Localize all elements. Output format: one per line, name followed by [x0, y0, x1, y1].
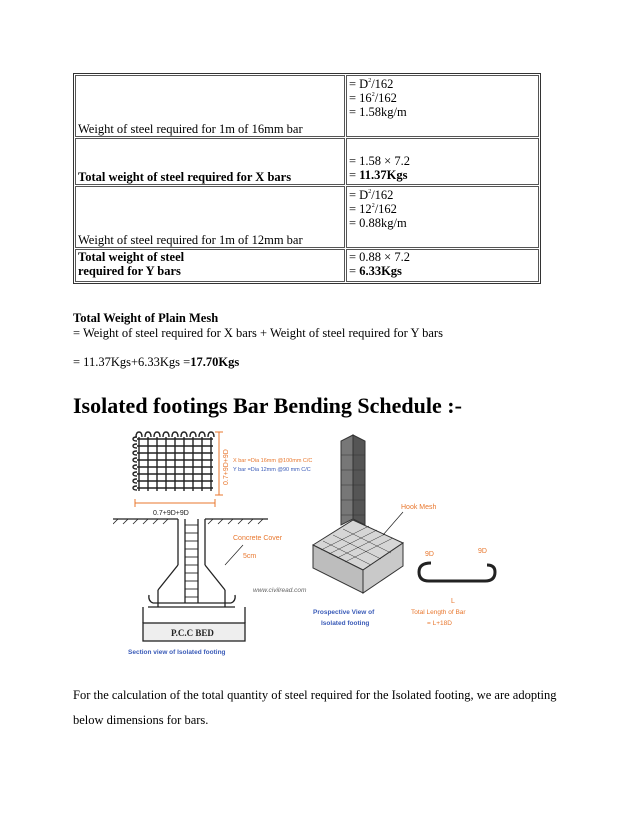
row-calc [346, 186, 539, 248]
calc-line: = 0.88 × 7.2 [349, 250, 410, 264]
mesh-plan [133, 432, 214, 491]
row-calc [346, 249, 539, 282]
hook-bar-icon [419, 563, 495, 581]
calc-line: = $16^2/162$ [349, 91, 397, 105]
calc-line: = 6.33Kgs [349, 264, 402, 278]
concrete-cover-label: Concrete Cover [233, 535, 283, 542]
perspective-caption-1: Prospective View of [313, 609, 375, 616]
calc-line: = $D^2/162$ [349, 77, 394, 91]
row-label: Total weight of steel required for X bars [75, 138, 345, 185]
section-caption: Section view of Isolated footing [128, 649, 226, 656]
row-label: Total weight of steel required for Y bars [75, 249, 345, 282]
note-paragraph: For the calculation of the total quantity of steel required for the Isolated footing, we are adopting below dimensions for bars. [73, 688, 557, 727]
hook-mesh-label: Hook Mesh [401, 504, 437, 511]
table-row [75, 249, 539, 282]
hook-9d-right: 9D [478, 548, 487, 555]
row-calc [346, 75, 539, 137]
mesh-dim-bottom: 0.7+9D+9D [153, 510, 189, 517]
perspective-caption-2: Isolated footing [321, 620, 370, 627]
y-bar-label: Y bar =Dia 12mm @90 mm C/C [233, 467, 311, 473]
table-row [75, 138, 539, 185]
steel-weight-table [73, 73, 541, 284]
table-row [75, 75, 539, 137]
plain-mesh-heading: Total Weight of Plain Mesh [73, 311, 219, 325]
watermark-text: www.civilread.com [253, 587, 307, 594]
calc-line: = 1.58 × 7.2 [349, 154, 410, 168]
mesh-dim-side: 0.7+9D+9D [223, 449, 230, 485]
plain-mesh-result: = 11.37Kgs+6.33Kgs =17.70Kgs [73, 355, 240, 369]
total-length-label-1: Total Length of Bar [411, 609, 466, 616]
pcc-bed-label: P.C.C BED [171, 628, 214, 638]
plain-mesh-formula: = Weight of steel required for X bars + Weight of steel required for Y bars [73, 326, 443, 340]
isolated-footing-figure [113, 425, 500, 660]
calc-line: = 0.88kg/m [349, 216, 407, 230]
x-bar-label: X bar =Dia 16mm @100mm C/C [233, 458, 313, 464]
section-heading: Isolated footings Bar Bending Schedule :- [73, 393, 462, 418]
cover-value: 5cm [243, 553, 257, 560]
calc-line: = 11.37Kgs [349, 168, 408, 182]
calc-line: = $D^2/162$ [349, 188, 394, 202]
total-length-label-2: = L+18D [427, 620, 452, 627]
hook-9d-left: 9D [425, 551, 434, 558]
calc-line: = 1.58kg/m [349, 105, 407, 119]
row-label: Weight of steel required for 1m of 12mm bar [75, 186, 345, 248]
length-label: L [451, 598, 455, 605]
perspective-view [313, 435, 403, 593]
row-calc [346, 138, 539, 185]
calc-line: = $12^2/162$ [349, 202, 397, 216]
row-label: Weight of steel required for 1m of 16mm bar [75, 75, 345, 137]
table-row [75, 186, 539, 248]
